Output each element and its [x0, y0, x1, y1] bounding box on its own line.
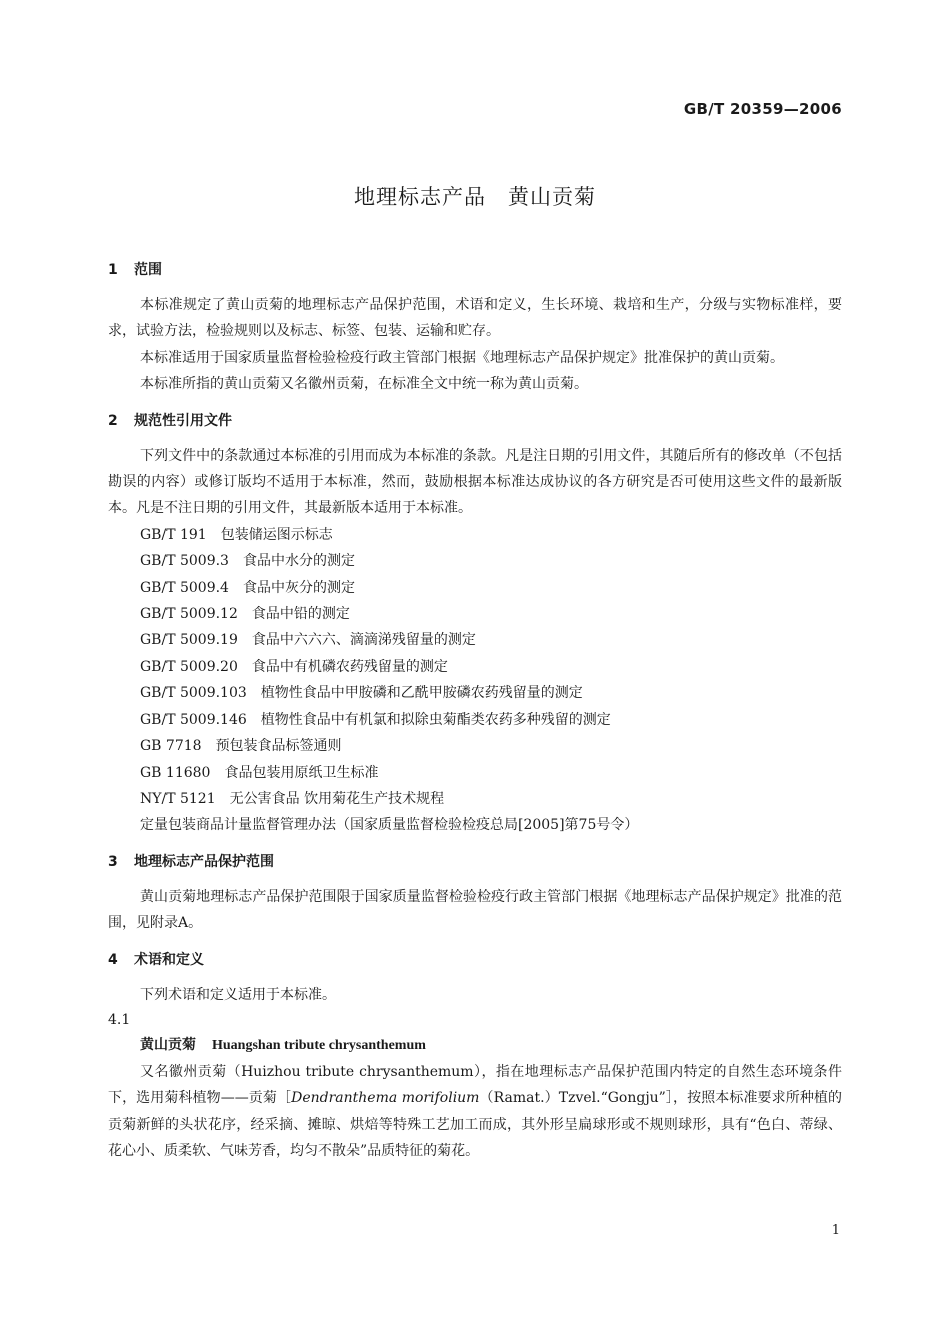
reference-item — [108, 522, 842, 548]
reference-item — [108, 733, 842, 759]
reference-title: 食品中水分的测定 — [242, 553, 355, 570]
section-heading-normative-references — [108, 409, 842, 433]
latin-name: Dendranthema morifolium — [291, 1090, 480, 1107]
reference-item — [108, 575, 842, 601]
reference-list — [108, 522, 842, 839]
paragraph: 本标准所指的黄山贡菊又名徽州贡菊，在标准全文中统一称为黄山贡菊。 — [140, 376, 588, 393]
section-title: 地理标志产品保护范围 — [134, 853, 274, 870]
reference-code: GB/T 5009.4 — [140, 579, 229, 596]
reference-title: 预包装食品标签通则 — [215, 738, 342, 755]
reference-title: 食品中有机磷农药残留量的测定 — [251, 658, 448, 675]
reference-item — [108, 627, 842, 653]
term-english: Huangshan tribute chrysanthemum — [212, 1037, 426, 1053]
definition-text: 又名徽州贡菊（Huizhou tribute chrysanthemum），指在地理标志产品保护范围内特定的自然生态环境条件下，选用菊科植物——贡菊［ — [108, 1063, 842, 1107]
paragraph: 本标准适用于国家质量监督检验检疫行政主管部门根据《地理标志产品保护规定》批准保护的黄山贡菊。 — [140, 349, 784, 366]
reference-item — [108, 654, 842, 680]
reference-code: GB/T 5009.3 — [140, 553, 229, 570]
reference-code: GB/T 191 — [140, 526, 207, 543]
term-entry — [108, 1032, 842, 1059]
subsection-number: 4.1 — [108, 1011, 131, 1028]
reference-title: 定量包装商品计量监督管理办法（国家质量监督检验检疫总局[2005]第75号令） — [140, 817, 639, 834]
paragraph: 黄山贡菊地理标志产品保护范围限于国家质量监督检验检疫行政主管部门根据《地理标志产品保护规定》批准的范围，见附录A。 — [108, 888, 842, 932]
reference-title: 包装储运图示标志 — [220, 526, 333, 543]
reference-code: GB/T 5009.103 — [140, 685, 247, 702]
reference-title: 食品中铅的测定 — [251, 606, 350, 623]
page-title: 地理标志产品 黄山贡菊 — [354, 185, 596, 209]
section-title: 规范性引用文件 — [134, 412, 232, 429]
reference-item — [108, 760, 842, 786]
section-number: 3 — [108, 853, 118, 870]
term-definition — [108, 1059, 842, 1165]
reference-item — [108, 601, 842, 627]
reference-item — [108, 812, 842, 838]
document-body — [108, 258, 842, 1165]
reference-item — [108, 548, 842, 574]
reference-title: 食品中六六六、滴滴涕残留量的测定 — [251, 632, 476, 649]
section-heading-terms — [108, 948, 842, 972]
reference-item — [108, 707, 842, 733]
reference-item — [108, 680, 842, 706]
section-title: 范围 — [134, 262, 162, 278]
section-title: 术语和定义 — [134, 951, 204, 968]
reference-title: 食品包装用原纸卫生标准 — [224, 764, 379, 781]
section-number: 4 — [108, 951, 118, 968]
reference-code: GB/T 5009.146 — [140, 711, 247, 728]
reference-title: 植物性食品中甲胺磷和乙酰甲胺磷农药残留量的测定 — [260, 685, 583, 702]
definition-text: （Ramat.）Tzvel.“Gongju”］，按照本标准要求所种植的贡菊新鲜的头状花序，经采摘、摊晾、烘焙等特殊工艺加工而成，其外形呈扁球形或不规则球形，具有“色白、蒂绿、花心小、质柔软、气味芳香，均匀不散朵”品质特征的菊花。 — [108, 1090, 843, 1160]
standard-code: GB/T 20359—2006 — [683, 100, 842, 118]
section-number: 1 — [108, 262, 118, 278]
term-chinese: 黄山贡菊 — [140, 1036, 196, 1053]
reference-title: 植物性食品中有机氯和拟除虫菊酯类农药多种残留的测定 — [260, 711, 611, 728]
reference-code: GB 11680 — [140, 764, 211, 781]
page-number: 1 — [831, 1223, 840, 1238]
section-heading-scope — [108, 258, 842, 282]
reference-code: NY/T 5121 — [140, 790, 216, 807]
paragraph: 下列文件中的条款通过本标准的引用而成为本标准的条款。凡是注日期的引用文件，其随后所有的修改单（不包括勘误的内容）或修订版均不适用于本标准，然而，鼓励根据本标准达成协议的各方研究是否可使用这些文件的最新版本。凡是不注日期的引用文件，其最新版本适用于本标准。 — [108, 447, 842, 517]
paragraph: 下列术语和定义适用于本标准。 — [140, 986, 336, 1003]
paragraph: 本标准规定了黄山贡菊的地理标志产品保护范围，术语和定义，生长环境、栽培和生产，分级与实物标准样，要求，试验方法，检验规则以及标志、标签、包装、运输和贮存。 — [108, 297, 842, 340]
reference-code: GB 7718 — [140, 738, 202, 755]
section-number: 2 — [108, 412, 118, 429]
reference-code: GB/T 5009.19 — [140, 632, 238, 649]
reference-title: 无公害食品 饮用菊花生产技术规程 — [229, 790, 445, 807]
reference-title: 食品中灰分的测定 — [242, 579, 355, 596]
section-heading-protection-scope — [108, 850, 842, 874]
reference-code: GB/T 5009.20 — [140, 658, 238, 675]
reference-item — [108, 786, 842, 812]
reference-code: GB/T 5009.12 — [140, 606, 238, 623]
